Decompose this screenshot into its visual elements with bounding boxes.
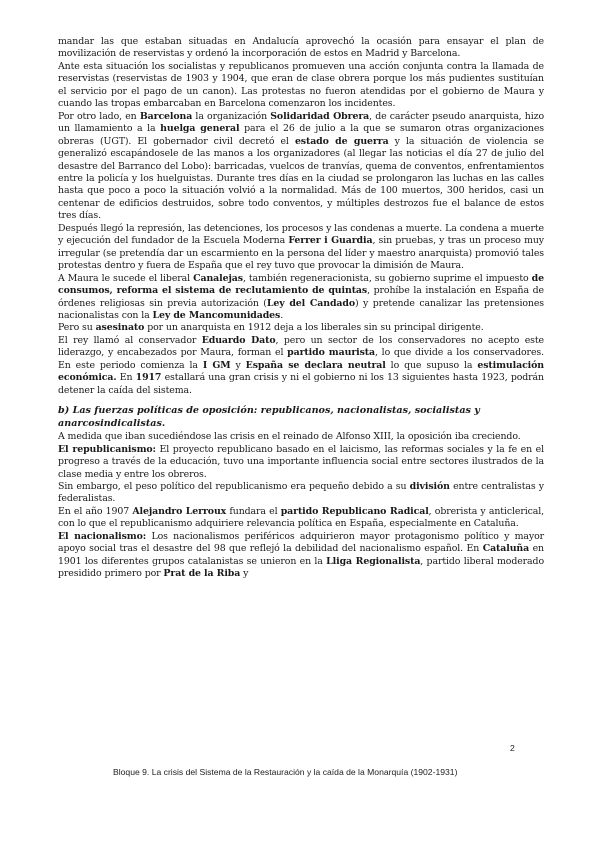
- bold-text: España se declara neutral: [245, 359, 386, 371]
- bold-text: partido maurista: [287, 347, 375, 359]
- text-run: , prohíbe la instalación en España de órdenes religiosas sin previa autorización (: [58, 285, 544, 309]
- text-run: Después llegó la represión, las detenciones, los procesos y las condenas a muerte. La condena a muerte y ejecución del fundador de la Escuela Moderna: [58, 222, 544, 247]
- text-run: A medida que iban sucediéndose las crisis en el reinado de Alfonso XIII, la oposición iba creciendo.: [58, 431, 521, 443]
- bold-text: huelga general: [160, 123, 240, 135]
- bold-text: 1917: [135, 372, 162, 384]
- text-run: , lo que divide a los conservadores. En este periodo comienza la: [58, 347, 544, 371]
- text-run: y la situación de violencia se generalizó escapándosele de las manos a los organizadores (al llegar las noticias el día 27 de julio del desastre del Barranco del Lobo): barricadas, vuelcos de tranvías, quema de conventos, enfrentamientos entre la policía y los huelguistas. Durante tres días en la ciudad se prolongaron las luchas en las calles hasta que poco a poco la situación volvió a la normalidad. Más de 100 muertos, 300 heridos, casi un centenar de edificios destruidos, sobre todo conventos, y múltiples destrozos fue el balance de estos tres días.: [58, 135, 544, 222]
- bold-text: Ley del Candado: [266, 297, 355, 309]
- text-run: por un anarquista en 1912 deja a los liberales sin su principal dirigente.: [144, 322, 484, 334]
- text-run: Pero su: [58, 322, 96, 334]
- text-run: , obrerista y anticlerical, con lo que el republicanismo adquiriere relevancia política en España, especialmente en Cataluña.: [58, 505, 545, 530]
- paragraph: [58, 431, 544, 443]
- text-run: mandar las que estaban situadas en Andalucía aprovechó la ocasión para ensayar el plan de movilización de reservistas y ordenó la incorporación de estos en Madrid y Barcelona.: [58, 36, 544, 60]
- bold-text: Canalejas: [193, 272, 243, 284]
- bold-text: asesinato: [95, 322, 145, 334]
- text-run: y: [230, 359, 246, 371]
- paragraph: [58, 444, 544, 481]
- bold-text: Eduardo Dato: [201, 334, 276, 346]
- text-run: fundara el: [226, 505, 281, 517]
- bold-text: I GM: [202, 359, 231, 371]
- bold-text: El republicanismo:: [58, 443, 156, 455]
- bold-text: Cataluña: [482, 543, 530, 555]
- document-page: [58, 36, 544, 581]
- text-run: Por otro lado, en: [58, 110, 140, 122]
- text-run: lo que supuso la: [385, 359, 478, 371]
- paragraph: [58, 111, 544, 223]
- text-run: Sin embargo, el peso político del republicanismo era pequeño debido a su: [58, 480, 410, 492]
- bold-text: estado de guerra: [294, 135, 389, 147]
- paragraph: [58, 481, 544, 506]
- bold-text: Solidaridad Obrera: [270, 110, 370, 122]
- bold-text: estimulación económica.: [58, 359, 545, 384]
- paragraph: [58, 61, 544, 111]
- text-run: , partido liberal moderado presidido primero por: [58, 555, 544, 580]
- paragraph: [58, 223, 544, 273]
- page-footer: [0, 743, 600, 783]
- text-run: En el año 1907: [58, 505, 133, 517]
- text-run: , también regeneracionista, su gobierno suprime el impuesto: [242, 272, 532, 284]
- text-run: A Maura le sucede el liberal: [58, 272, 194, 284]
- bold-text: Prat de la Riba: [163, 568, 241, 580]
- text-run: , de carácter pseudo anarquista, hizo un llamamiento a la: [58, 110, 544, 135]
- paragraphs-part-2: [58, 431, 544, 580]
- text-run: En: [116, 372, 136, 384]
- text-run: Ante esta situación los socialistas y republicanos promueven una acción conjunta contra la llamada de reservistas (reservistas de 1903 y 1904, que eran de clase obrera porque los más pudientes sustituían el servicio por el pago de un canon). Las protestas no fueron atendidas por el gobierno de Maura y cuando las tropas embarcaban en Barcelona comenzaron los incidentes.: [58, 60, 544, 110]
- text-run: , sin pruebas, y tras un proceso muy irregular (se pretendía dar un escarmiento en la persona del líder y maestro anarquista) promovió tales protestas dentro y fuera de España que el rey tuvo que provocar la dimisión de Maura.: [58, 235, 545, 272]
- paragraphs-part-1: [58, 36, 544, 397]
- bold-text: Barcelona: [139, 110, 193, 122]
- bold-text: El nacionalismo:: [58, 530, 147, 542]
- paragraph: [58, 322, 544, 334]
- footer-title: Bloque 9. La crisis del Sistema de la Restauración y la caída de la Monarquía (1902-1931): [113, 767, 458, 777]
- text-run: ) y pretende canalizar las pretensiones nacionalistas con la: [58, 297, 544, 321]
- section-heading: b) Las fuerzas políticas de oposición: republicanos, nacionalistas, socialistas y anarcosindicalistas.: [58, 405, 480, 429]
- paragraph: [58, 531, 544, 581]
- text-run: entre centralistas y federalistas.: [58, 480, 544, 505]
- bold-text: Lliga Regionalista: [326, 555, 421, 567]
- page-number: 2: [510, 743, 515, 753]
- text-run: El proyecto republicano basado en el laicismo, las reformas sociales y la fe en el progreso a través de la educación, tuvo una importante influencia social entre sectores ilustrados de la clase media y entre los obreros.: [58, 443, 544, 480]
- bold-text: de consumos, reforma el sistema de reclutamiento de quintas: [58, 272, 544, 297]
- paragraph: [58, 506, 544, 531]
- text-run: El rey llamó al conservador: [58, 334, 202, 346]
- text-run: estallará una gran crisis y ni el gobierno ni los 13 siguientes hasta 1923, podrán detener la caída del sistema.: [58, 372, 544, 396]
- paragraph: [58, 273, 544, 323]
- bold-text: Alejandro Lerroux: [132, 505, 227, 517]
- text-run: la organización: [192, 110, 271, 122]
- text-run: para el 26 de julio a la que se sumaron otras organizaciones obreras (UGT). El gobernador civil decretó el: [58, 123, 545, 147]
- paragraph: [58, 36, 544, 61]
- bold-text: partido Republicano Radical: [280, 505, 429, 517]
- bold-text: división: [409, 480, 450, 492]
- text-run: Los nacionalismos periféricos adquirieron mayor protagonismo político y mayor apoyo social tras el desastre del 98 que reflejó la debilidad del nacionalismo español. En: [58, 530, 545, 555]
- paragraph: [58, 335, 544, 397]
- text-run: , pero un sector de los conservadores no acepto este liderazgo, y encabezados por Maura, forman el: [58, 334, 544, 359]
- text-run: y: [240, 568, 249, 580]
- bold-text: Ferrer i Guardia: [288, 235, 373, 247]
- text-run: en 1901 los diferentes grupos catalanistas se unieron en la: [58, 543, 544, 567]
- bold-text: Ley de Mancomunidades: [152, 309, 281, 321]
- text-run: .: [280, 309, 284, 321]
